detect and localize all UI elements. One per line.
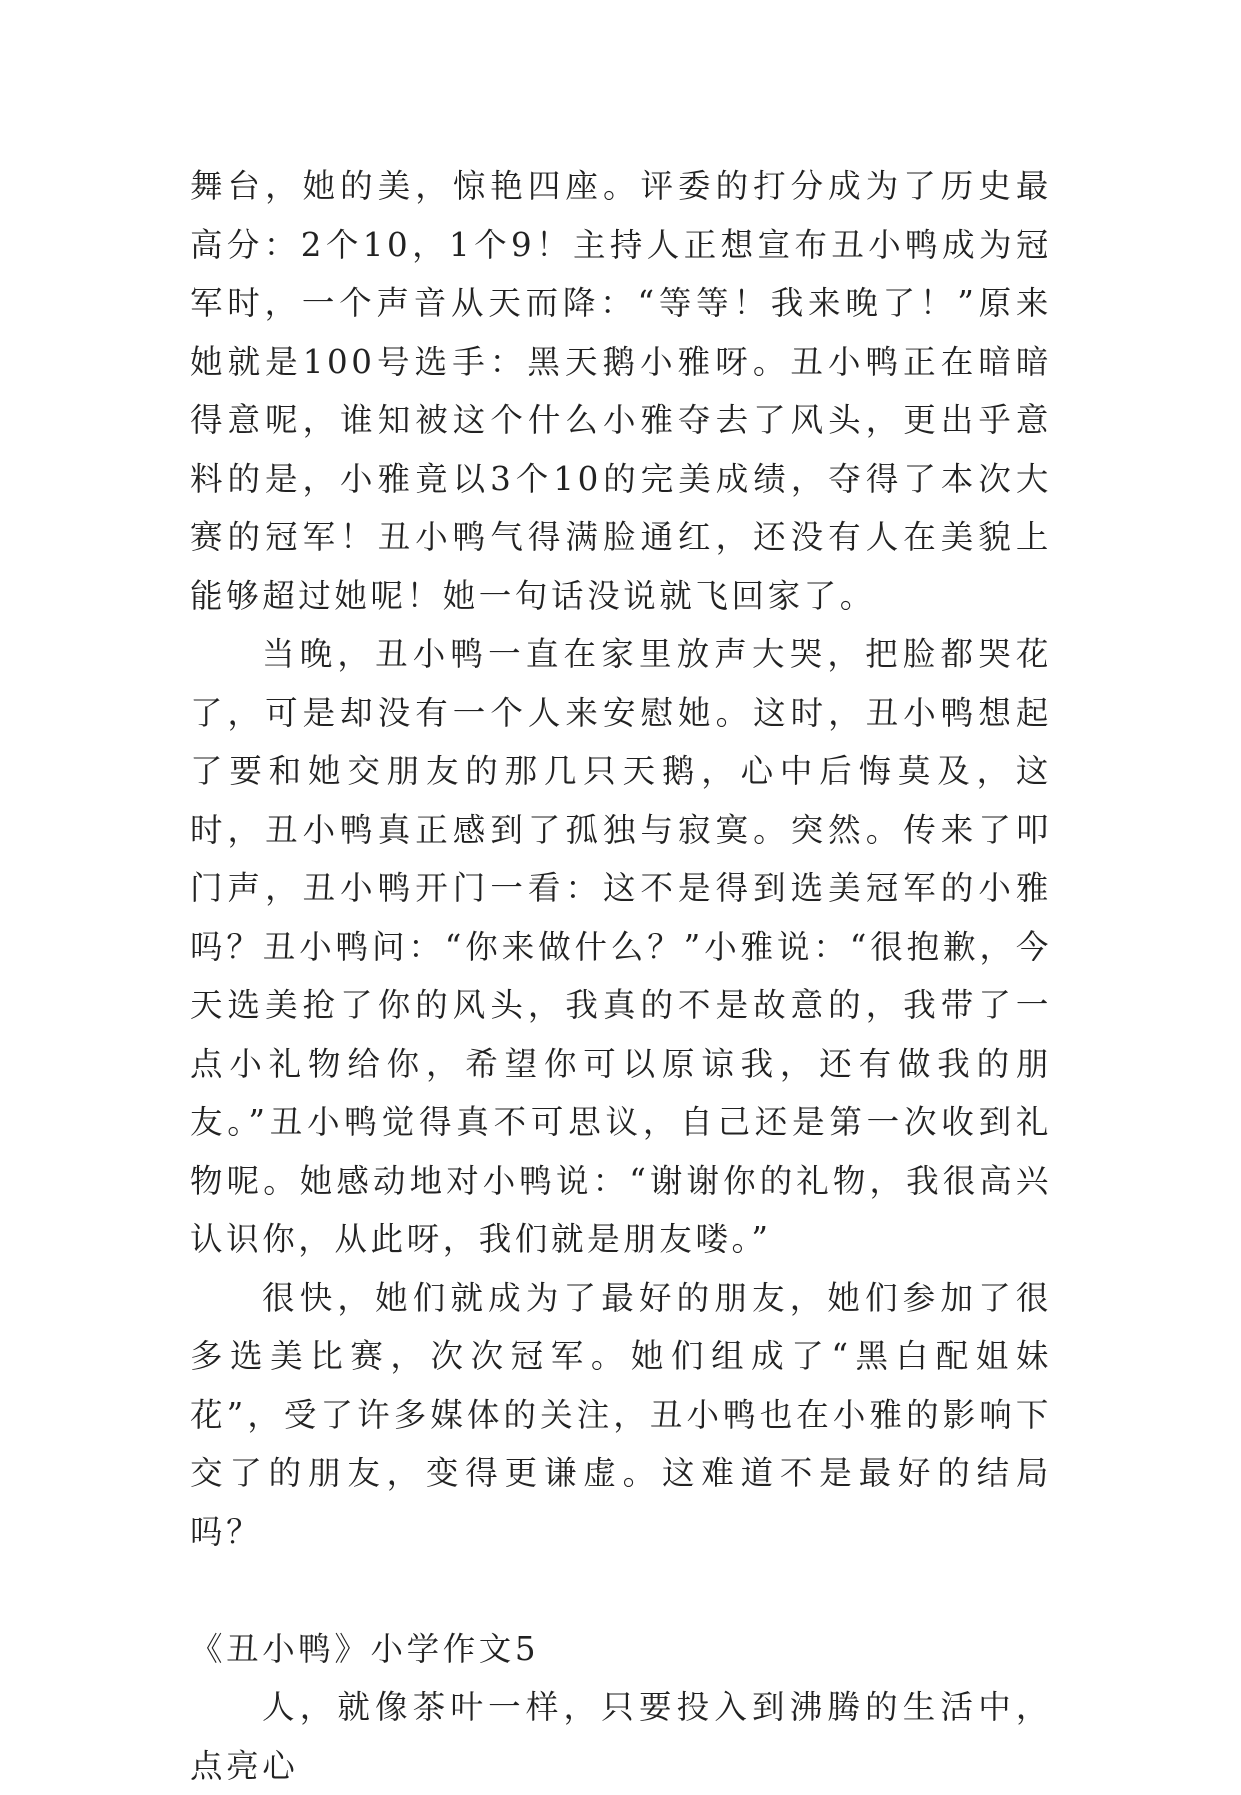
paragraph-continued: 舞台，她的美，惊艳四座。评委的打分成为了历史最高分：2个10，1个9！主持人正想宣布丑小鸭成为冠军时，一个声音从天而降：“等等！我来晚了！”原来她就是100号选手：黑天鹅小雅呀。丑小鸭正在暗暗得意呢，谁知被这个什么小雅夺去了风头，更出乎意料的是，小雅竟以3个10的完美成绩，夺得了本次大赛的冠军！丑小鸭气得满脸通红，还没有人在美貌上能够超过她呢！她一句话没说就飞回家了。 bbox=[190, 167, 1052, 615]
paragraph-section-start: 人，就像茶叶一样，只要投入到沸腾的生活中，点亮心 bbox=[190, 1688, 1052, 1785]
section-title: 《丑小鸭》小学作文5 bbox=[190, 1629, 540, 1668]
section-spacer bbox=[190, 1561, 1052, 1620]
paragraph-ending: 很快，她们就成为了最好的朋友，她们参加了很多选美比赛，次次冠军。她们组成了“黑白配姐妹花”，受了许多媒体的关注，丑小鸭也在小雅的影响下交了的朋友，变得更谦虚。这难道不是最好的结局吗？ bbox=[190, 1278, 1052, 1551]
paragraph-evening: 当晚，丑小鸭一直在家里放声大哭，把脸都哭花了，可是却没有一个人来安慰她。这时，丑小鸭想起了要和她交朋友的那几只天鹅，心中后悔莫及，这时，丑小鸭真正感到了孤独与寂寞。突然。传来了叩门声，丑小鸭开门一看：这不是得到选美冠军的小雅吗？丑小鸭问：“你来做什么？”小雅说：“很抱歉，今天选美抢了你的风头，我真的不是故意的，我带了一点小礼物给你，希望你可以原谅我，还有做我的朋友。”丑小鸭觉得真不可思议，自己还是第一次收到礼物呢。她感动地对小鸭说：“谢谢你的礼物，我很高兴认识你，从此呀，我们就是朋友喽。” bbox=[190, 635, 1052, 1258]
document-body bbox=[190, 157, 1052, 1795]
